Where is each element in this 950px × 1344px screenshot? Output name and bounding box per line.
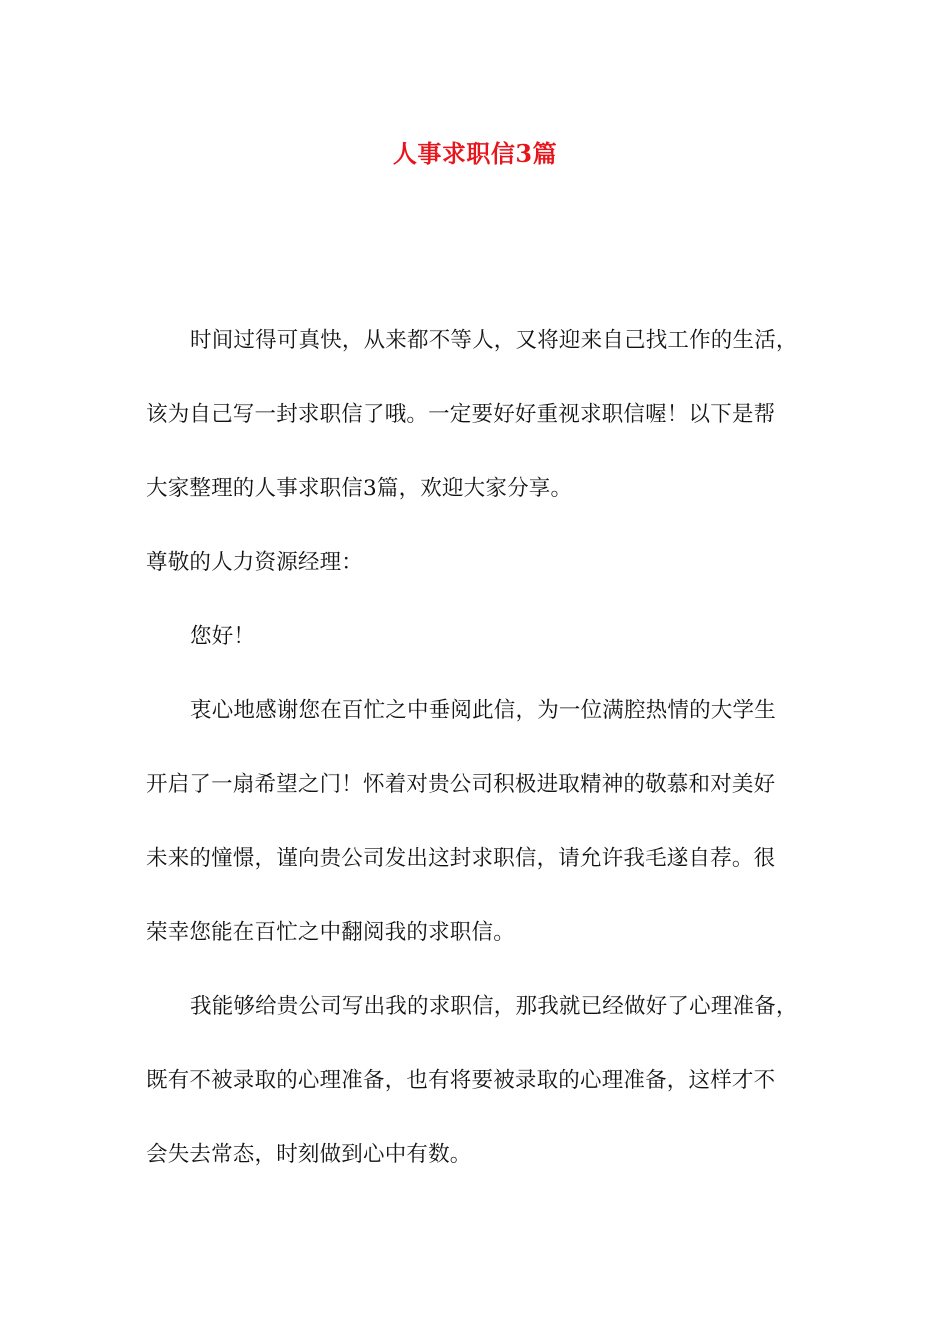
paragraph-line: 该为自己写一封求职信了哦。一定要好好重视求职信喔！以下是帮 bbox=[146, 402, 776, 427]
paragraph-line: 会失去常态，时刻做到心中有数。 bbox=[146, 1142, 472, 1167]
paragraph-line: 衷心地感谢您在百忙之中垂阅此信，为一位满腔热情的大学生 bbox=[190, 698, 776, 723]
paragraph-line: 开启了一扇希望之门！怀着对贵公司积极进取精神的敬慕和对美好 bbox=[146, 772, 776, 797]
salutation: 尊敬的人力资源经理： bbox=[146, 550, 364, 575]
greeting: 您好！ bbox=[190, 624, 256, 649]
paragraph-line: 我能够给贵公司写出我的求职信，那我就已经做好了心理准备， bbox=[190, 994, 798, 1019]
document-title: 人事求职信3篇 bbox=[392, 139, 558, 168]
paragraph-line: 荣幸您能在百忙之中翻阅我的求职信。 bbox=[146, 920, 515, 945]
paragraph-line: 未来的憧憬，谨向贵公司发出这封求职信，请允许我毛遂自荐。很 bbox=[146, 846, 776, 871]
paragraph-line: 既有不被录取的心理准备，也有将要被录取的心理准备，这样才不 bbox=[146, 1068, 776, 1093]
paragraph-line: 时间过得可真快，从来都不等人，又将迎来自己找工作的生活， bbox=[190, 328, 798, 353]
paragraph-line: 大家整理的人事求职信3篇，欢迎大家分享。 bbox=[146, 476, 573, 501]
